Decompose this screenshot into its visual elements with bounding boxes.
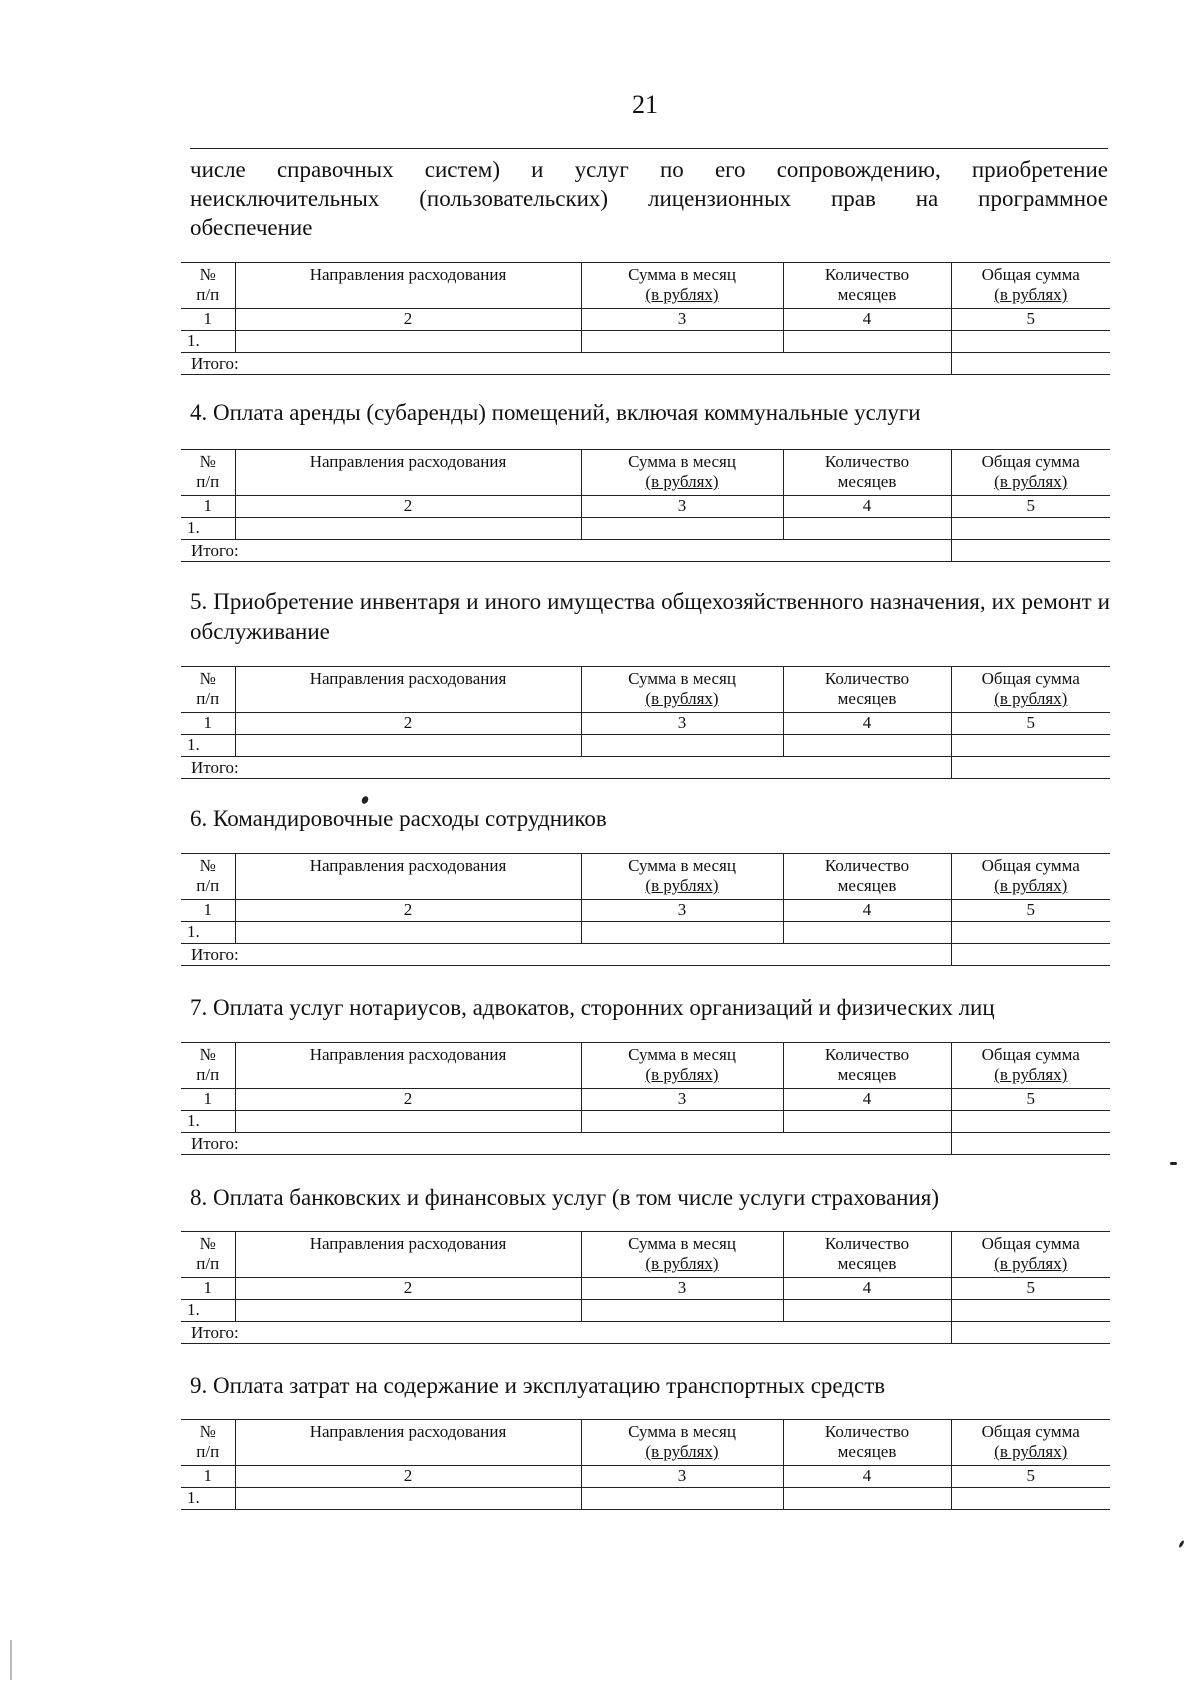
header-total: Общая сумма (в рублях) — [951, 667, 1110, 713]
column-number-row: 1 2 3 4 5 — [181, 1278, 1110, 1300]
header-months: Количество месяцев — [783, 854, 951, 900]
intro-line-3: обеспечение — [190, 215, 313, 240]
total-row: Итого: — [181, 1133, 1110, 1155]
header-total: Общая сумма (в рублях) — [951, 1043, 1110, 1089]
total-row: Итого: — [181, 353, 1110, 375]
header-num: № п/п — [181, 263, 235, 309]
column-number-row: 1 2 3 4 5 — [181, 900, 1110, 922]
table-row: 1. — [181, 1111, 1110, 1133]
table-row: 1. — [181, 331, 1110, 353]
header-monthly: Сумма в месяц (в рублях) — [581, 854, 783, 900]
section-heading-4: 4. Оплата аренды (субаренды) помещений, включая коммунальные услуги — [190, 400, 921, 425]
header-months: Количество месяцев — [783, 667, 951, 713]
table-row: 1. — [181, 1300, 1110, 1322]
total-row: Итого: — [181, 757, 1110, 779]
header-monthly: Сумма в месяц (в рублях) — [581, 1043, 783, 1089]
header-num: № п/п — [181, 1043, 235, 1089]
header-months: Количество месяцев — [783, 1420, 951, 1466]
header-total: Общая сумма (в рублях) — [951, 450, 1110, 496]
header-num: № п/п — [181, 667, 235, 713]
budget-table-9 — [181, 1419, 1110, 1510]
intro-paragraph — [190, 148, 1108, 242]
intro-line-1: числе справочных систем) и услуг по его сопровождению, приобретение — [190, 157, 1108, 182]
header-monthly: Сумма в месяц (в рублях) — [581, 263, 783, 309]
section-heading-7: 7. Оплата услуг нотариусов, адвокатов, сторонних организаций и физических лиц — [190, 995, 995, 1020]
header-direction: Направления расходования — [235, 450, 581, 496]
column-number-row: 1 2 3 4 5 — [181, 309, 1110, 331]
table-row: 1. — [181, 1488, 1110, 1510]
table-row: 1. — [181, 922, 1110, 944]
intro-line-2: неисключительных (пользовательских) лицензионных прав на программное — [190, 186, 1108, 211]
budget-table-7 — [181, 1042, 1110, 1155]
header-num: № п/п — [181, 450, 235, 496]
header-months: Количество месяцев — [783, 1043, 951, 1089]
header-monthly: Сумма в месяц (в рублях) — [581, 1420, 783, 1466]
section-heading-6: 6. Командировочные расходы сотрудников — [190, 806, 607, 831]
budget-table-3 — [181, 262, 1110, 375]
header-months: Количество месяцев — [783, 1232, 951, 1278]
column-number-row: 1 2 3 4 5 — [181, 713, 1110, 735]
header-months: Количество месяцев — [783, 450, 951, 496]
section-heading-8: 8. Оплата банковских и финансовых услуг (в том числе услуги страхования) — [190, 1185, 940, 1210]
column-number-row: 1 2 3 4 5 — [181, 1466, 1110, 1488]
header-direction: Направления расходования — [235, 1043, 581, 1089]
header-num: № п/п — [181, 1232, 235, 1278]
column-number-row: 1 2 3 4 5 — [181, 1089, 1110, 1111]
header-total: Общая сумма (в рублях) — [951, 1232, 1110, 1278]
budget-table-5 — [181, 666, 1110, 779]
header-total: Общая сумма (в рублях) — [951, 263, 1110, 309]
budget-table-4 — [181, 449, 1110, 562]
section-heading-9: 9. Оплата затрат на содержание и эксплуатацию транспортных средств — [190, 1373, 886, 1398]
header-direction: Направления расходования — [235, 1232, 581, 1278]
header-direction: Направления расходования — [235, 1420, 581, 1466]
scan-speck — [1170, 1162, 1177, 1165]
page-number: 21 — [632, 90, 658, 119]
header-total: Общая сумма (в рублях) — [951, 854, 1110, 900]
header-monthly: Сумма в месяц (в рублях) — [581, 450, 783, 496]
budget-table-6 — [181, 853, 1110, 966]
total-row: Итого: — [181, 540, 1110, 562]
section-heading-5: 5. Приобретение инвентаря и иного имущества общехозяйственного назначения, их ремонт и обслуживание — [190, 589, 1110, 644]
header-monthly: Сумма в месяц (в рублях) — [581, 1232, 783, 1278]
header-direction: Направления расходования — [235, 854, 581, 900]
total-row: Итого: — [181, 944, 1110, 966]
column-number-row: 1 2 3 4 5 — [181, 496, 1110, 518]
table-row: 1. — [181, 518, 1110, 540]
scan-edge — [10, 1640, 12, 1680]
header-direction: Направления расходования — [235, 263, 581, 309]
header-monthly: Сумма в месяц (в рублях) — [581, 667, 783, 713]
table-row: 1. — [181, 735, 1110, 757]
header-direction: Направления расходования — [235, 667, 581, 713]
header-months: Количество месяцев — [783, 263, 951, 309]
total-row: Итого: — [181, 1322, 1110, 1344]
budget-table-8 — [181, 1231, 1110, 1344]
header-num: № п/п — [181, 1420, 235, 1466]
scan-speck — [1178, 1540, 1185, 1548]
header-num: № п/п — [181, 854, 235, 900]
header-total: Общая сумма (в рублях) — [951, 1420, 1110, 1466]
